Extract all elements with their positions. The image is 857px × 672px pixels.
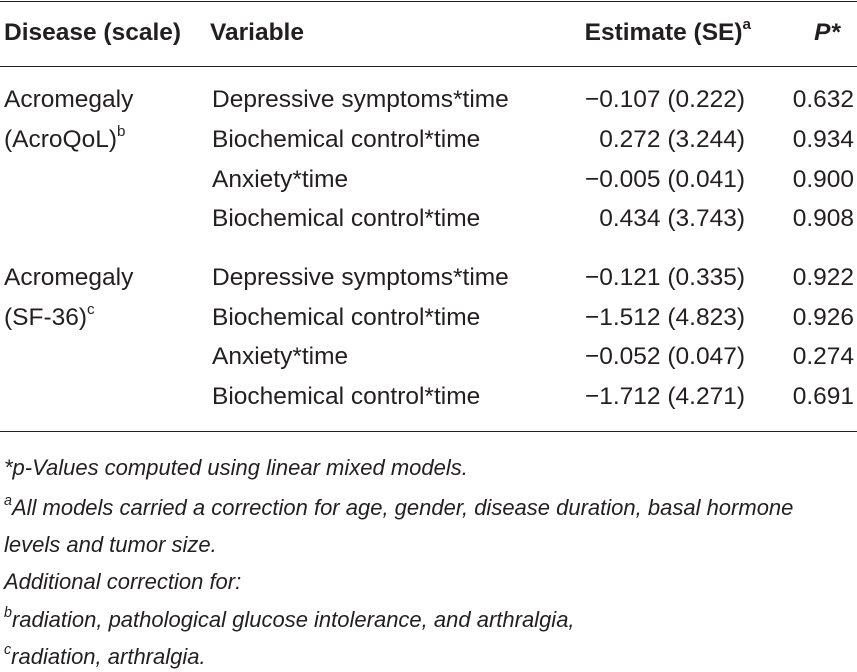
table-row-estimate: 0.272 (3.244) <box>599 126 745 153</box>
table-row-estimate: −0.121 (0.335) <box>584 264 745 291</box>
footnote-b-mark: b <box>4 605 12 622</box>
footnote-a-mark: a <box>4 493 12 510</box>
table-row-variable: Biochemical control*time <box>212 383 481 410</box>
table-row-variable: Anxiety*time <box>212 343 349 370</box>
table-row-p-value: 0.926 <box>792 304 854 331</box>
group-2-disease-name: Acromegaly <box>4 264 134 291</box>
table-row-variable: Depressive symptoms*time <box>212 264 509 291</box>
group-1-disease-name: Acromegaly <box>4 86 134 113</box>
group-1-footnote-mark: b <box>117 123 126 141</box>
table-bottom-rule <box>0 431 857 432</box>
header-disease-scale: Disease (scale) <box>4 19 182 46</box>
footnote-a-line-1: $^a$All models carried a correction for age, gender, disease duration, basal hormone <box>4 493 794 520</box>
table-row-estimate: −1.512 (4.823) <box>584 304 745 331</box>
footnote-a-line-2: levels and tumor size. <box>4 532 217 557</box>
table-row-p-value: 0.274 <box>792 343 854 370</box>
table-row-estimate: 0.434 (3.743) <box>599 205 745 232</box>
footnote-c: $^c$radiation, arthralgia. <box>4 642 206 669</box>
table-top-rule <box>0 1 857 2</box>
footnote-c-mark: c <box>4 642 12 659</box>
table-row-p-value: 0.632 <box>792 86 854 113</box>
table-row-estimate: −0.005 (0.041) <box>584 166 745 193</box>
header-p-value: P* <box>814 19 840 46</box>
footnote-additional-correction: Additional correction for: <box>4 569 242 594</box>
table-row-p-value: 0.691 <box>792 383 854 410</box>
header-estimate-footnote-mark: a <box>742 16 751 34</box>
table-row-variable: Biochemical control*time <box>212 126 481 153</box>
group-2-disease-scale: $(SF-36)^c$ <box>4 301 95 331</box>
table-row-estimate: −1.712 (4.271) <box>584 383 745 410</box>
header-bottom-rule <box>0 66 857 67</box>
footnote-p-values: *p-Values computed using linear mixed models. <box>4 455 468 480</box>
table-row-variable: Biochemical control*time <box>212 304 481 331</box>
group-1-disease-scale: (AcroQoL)$^b$ <box>4 123 126 153</box>
footnote-b: $^b$radiation, pathological glucose intolerance, and arthralgia, <box>4 605 575 632</box>
header-estimate: Estimate (SE)$^a$ <box>584 16 751 46</box>
table-row-variable: Biochemical control*time <box>212 205 481 232</box>
table-row-variable: Depressive symptoms*time <box>212 86 509 113</box>
table-row-p-value: 0.900 <box>792 166 854 193</box>
table-row-estimate: −0.107 (0.222) <box>584 86 745 113</box>
table-row-p-value: 0.922 <box>792 264 854 291</box>
table-row-p-value: 0.934 <box>792 126 854 153</box>
table-row-variable: Anxiety*time <box>212 166 349 193</box>
table-row-p-value: 0.908 <box>792 205 854 232</box>
group-2-footnote-mark: c <box>87 301 95 319</box>
header-variable: Variable <box>210 19 304 46</box>
table-row-estimate: −0.052 (0.047) <box>584 343 745 370</box>
